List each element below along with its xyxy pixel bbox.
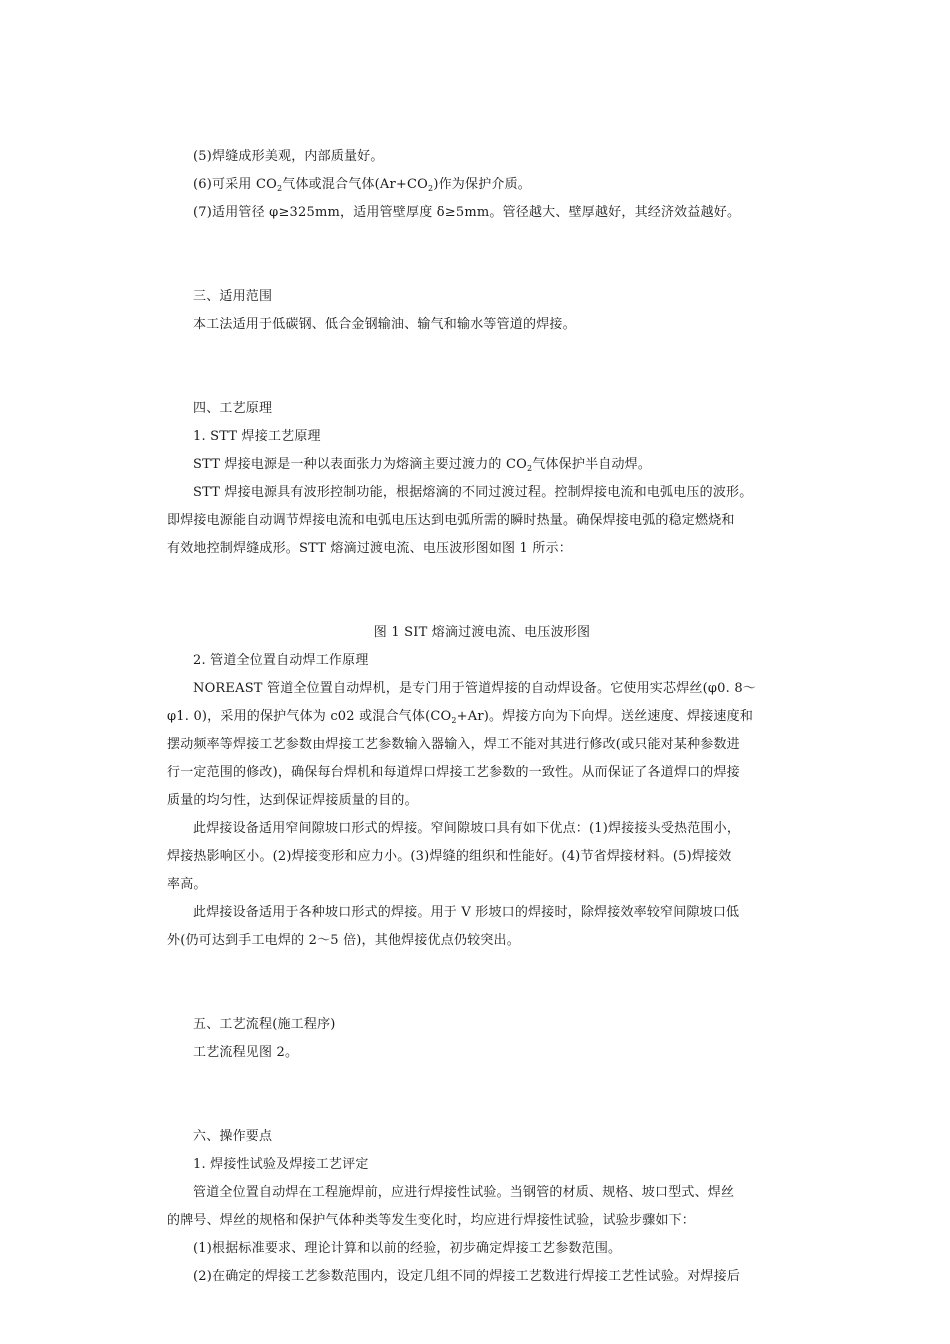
noreast-paragraph-line-5: 质量的均匀性，达到保证焊接质量的目的。: [167, 793, 418, 808]
subheading-weldability-test: 1. 焊接性试验及焊接工艺评定: [193, 1157, 369, 1172]
feature-item-6: (6)可采用 $CO_2$气体或混合气体$(Ar+CO_2)$作为保护介质。: [193, 177, 531, 193]
v-groove-paragraph-line-2: 外(仍可达到手工电焊的 2～5 倍)，其他焊接优点仍较突出。: [167, 933, 520, 948]
stt-paragraph-2-line-1: STT 焊接电源具有波形控制功能，根据熔滴的不同过渡过程。控制焊接电流和电弧电压的波形。: [193, 485, 753, 500]
figure-caption: 图 1 SIT 熔滴过渡电流、电压波形图: [373, 625, 591, 640]
operation-paragraph-line-2: 的牌号、焊丝的规格和保护气体种类等发生变化时，均应进行焊接性试验，试验步骤如下：: [167, 1213, 696, 1228]
flow-paragraph: 工艺流程见图 2。: [193, 1045, 299, 1060]
section-heading-operation: 六、操作要点: [193, 1129, 273, 1144]
narrow-gap-paragraph-line-2: 焊接热影响区小。(2)焊接变形和应力小。(3)焊缝的组织和性能好。(4)节省焊接材料。(5)焊接效: [167, 849, 732, 864]
document-page: [167, 143, 797, 1291]
noreast-paragraph-line-2: φ1. 0)，采用的保护气体为 c02 或混合气体$(CO_2+Ar)$。焊接方向为下向焊。送丝速度、焊接速度和: [167, 709, 754, 725]
v-groove-paragraph-line-1: 此焊接设备适用于各种坡口形式的焊接。用于 V 形坡口的焊接时，除焊接效率较窄间隙坡口低: [193, 905, 740, 920]
stt-paragraph-2-line-3: 有效地控制焊缝成形。STT 熔滴过渡电流、电压波形图如图 1 所示：: [167, 541, 572, 556]
subheading-stt-principle: 1. STT 焊接工艺原理: [193, 429, 321, 444]
narrow-gap-paragraph-line-3: 率高。: [167, 877, 207, 892]
section-heading-flow: 五、工艺流程(施工程序): [193, 1017, 336, 1032]
scope-paragraph: 本工法适用于低碳钢、低合金钢输油、输气和输水等管道的焊接。: [193, 317, 576, 332]
noreast-paragraph-line-4: 行一定范围的修改)，确保每台焊机和每道焊口焊接工艺参数的一致性。从而保证了各道焊口的焊接: [167, 765, 740, 780]
feature-item-7: (7)适用管径 φ≥325mm，适用管壁厚度 δ≥5mm。管径越大、壁厚越好，其经济效益越好。: [193, 205, 741, 220]
subheading-auto-weld-principle: 2. 管道全位置自动焊工作原理: [193, 653, 369, 668]
section-heading-principle: 四、工艺原理: [193, 401, 273, 416]
noreast-paragraph-line-3: 摆动频率等焊接工艺参数由焊接工艺参数输入器输入，焊工不能对其进行修改(或只能对某种参数进: [167, 737, 740, 752]
operation-step-2: (2)在确定的焊接工艺参数范围内，设定几组不同的焊接工艺数进行焊接工艺性试验。对焊接后: [193, 1269, 741, 1284]
section-heading-scope: 三、适用范围: [193, 289, 273, 304]
stt-paragraph-2-line-2: 即焊接电源能自动调节焊接电流和电弧电压达到电弧所需的瞬时热量。确保焊接电弧的稳定燃烧和: [167, 513, 735, 528]
noreast-paragraph-line-1: NOREAST 管道全位置自动焊机，是专门用于管道焊接的自动焊设备。它使用实芯焊丝(φ0. 8～: [193, 681, 756, 696]
feature-item-5: (5)焊缝成形美观，内部质量好。: [193, 149, 384, 164]
narrow-gap-paragraph-line-1: 此焊接设备适用窄间隙坡口形式的焊接。窄间隙坡口具有如下优点：(1)焊接接头受热范围小，: [193, 821, 741, 836]
operation-paragraph-line-1: 管道全位置自动焊在工程施焊前，应进行焊接性试验。当钢管的材质、规格、坡口型式、焊丝: [193, 1185, 735, 1200]
operation-step-1: (1)根据标准要求、理论计算和以前的经验，初步确定焊接工艺参数范围。: [193, 1241, 622, 1256]
stt-paragraph-1: STT 焊接电源是一种以表面张力为熔滴主要过渡力的 $CO_2$气体保护半自动焊。: [193, 457, 652, 473]
